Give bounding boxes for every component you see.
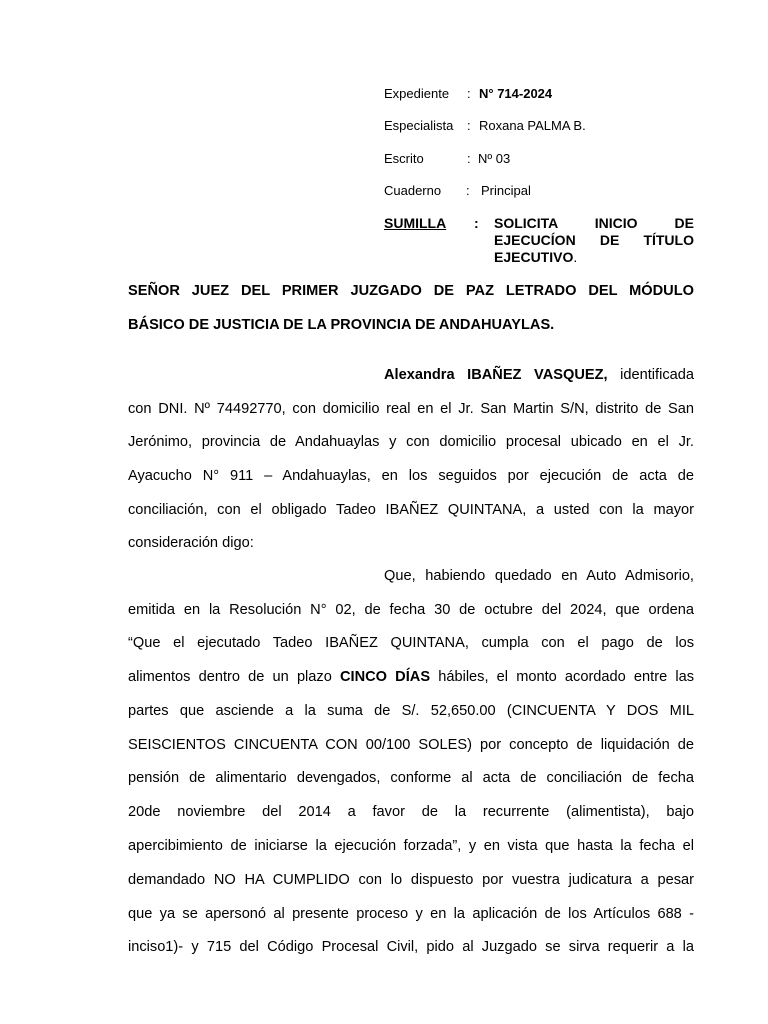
- sumilla-sep: :: [474, 215, 479, 231]
- para2-line-9: apercibimiento de iniciarse la ejecución forzada”, y en vista que hasta la fecha el: [128, 838, 694, 854]
- para1-line-4: Ayacucho N° 911 – Andahuaylas, en los seguidos por ejecución de acta de: [128, 468, 694, 484]
- para2-line-2: emitida en la Resolución N° 02, de fecha 30 de octubre del 2024, que ordena: [128, 602, 694, 618]
- sumilla-line-1: SOLICITA INICIO DE: [494, 215, 694, 231]
- expediente-sep: :: [467, 86, 471, 101]
- petitioner-name: Alexandra IBAÑEZ VASQUEZ,: [384, 367, 608, 383]
- para2-line-6: SEISCIENTOS CINCUENTA CON 00/100 SOLES) por concepto de liquidación de: [128, 737, 694, 753]
- para1-line-2: con DNI. Nº 74492770, con domicilio real en el Jr. San Martin S/N, distrito de San: [128, 401, 694, 417]
- especialista-label: Especialista: [384, 118, 454, 133]
- para1-line-1: Alexandra IBAÑEZ VASQUEZ, identificada: [384, 367, 694, 383]
- cuaderno-value: Principal: [481, 183, 531, 198]
- addressee-line-2: BÁSICO DE JUSTICIA DE LA PROVINCIA DE ANDAHUAYLAS.: [128, 317, 555, 333]
- para2-line-4: alimentos dentro de un plazo CINCO DÍAS hábiles, el monto acordado entre las: [128, 669, 695, 685]
- para2-line-7: pensión de alimentario devengados, conforme al acta de conciliación de fecha: [128, 770, 694, 786]
- para1-line-6: consideración digo:: [128, 535, 254, 551]
- expediente-value: N° 714-2024: [479, 86, 553, 101]
- para1-line-5: conciliación, con el obligado Tadeo IBAÑEZ QUINTANA, a usted con la mayor: [128, 502, 694, 518]
- cuaderno-label: Cuaderno: [384, 183, 442, 198]
- especialista-sep: :: [467, 118, 471, 133]
- escrito-sep: :: [467, 151, 471, 166]
- para2-line-5: partes que asciende a la suma de S/. 52,650.00 (CINCUENTA Y DOS MIL: [128, 703, 694, 719]
- sumilla-line-3: EJECUTIVO.: [494, 249, 578, 265]
- para2-line-1: Que, habiendo quedado en Auto Admisorio,: [384, 568, 694, 584]
- sumilla-label: SUMILLA: [384, 215, 447, 231]
- escrito-label: Escrito: [384, 151, 424, 166]
- cuaderno-sep: :: [466, 183, 470, 198]
- sumilla-text: [494, 215, 694, 266]
- para2-line-8: 20de noviembre del 2014 a favor de la recurrente (alimentista), bajo: [128, 804, 694, 820]
- para2-line-12: inciso1)- y 715 del Código Procesal Civil, pido al Juzgado se sirva requerir a la: [128, 939, 694, 955]
- para1-line-3: Jerónimo, provincia de Andahuaylas y con domicilio procesal ubicado en el Jr.: [128, 434, 694, 450]
- expediente-label: Expediente: [384, 86, 450, 101]
- escrito-value: Nº 03: [478, 151, 511, 166]
- especialista-value: Roxana PALMA B.: [479, 118, 586, 133]
- para2-line-11: que ya se apersonó al presente proceso y en la aplicación de los Artículos 688 -: [128, 906, 694, 922]
- para2-line-3: “Que el ejecutado Tadeo IBAÑEZ QUINTANA, cumpla con el pago de los: [128, 635, 694, 651]
- plazo-bold: CINCO DÍAS: [340, 669, 431, 685]
- addressee-line-1: SEÑOR JUEZ DEL PRIMER JUZGADO DE PAZ LETRADO DEL MÓDULO: [128, 283, 694, 299]
- sumilla-line-2: EJECUCÍON DE TÍTULO: [494, 232, 694, 248]
- para2-line-10: demandado NO HA CUMPLIDO con lo dispuesto por vuestra judicatura a pesar: [128, 872, 694, 888]
